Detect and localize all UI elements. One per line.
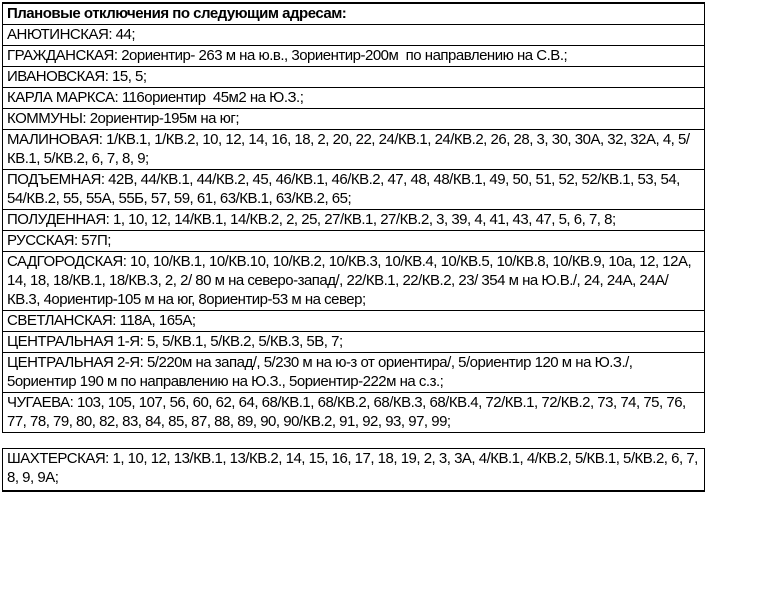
table-row [3,252,705,311]
address-cell: АНЮТИНСКАЯ: 44; [3,25,705,46]
table-header-cell: Плановые отключения по следующим адресам: [3,3,705,25]
detached-outages-table [2,448,705,492]
table-row [3,311,705,332]
address-cell: СВЕТЛАНСКАЯ: 118А, 165А; [3,311,705,332]
address-cell: ЧУГАЕВА: 103, 105, 107, 56, 60, 62, 64, 68/КВ.1, 68/КВ.2, 68/КВ.3, 68/КВ.4, 72/КВ.1, 72/КВ.2, 73, 74, 75, 76, 77, 78, 79, 80, 82, 83, 84, 85, 87, 88, 89, 90, 90/КВ.2, 91, 92, 93, 97, 99; [3,393,705,433]
table-row [3,25,705,46]
table-row [3,67,705,88]
outages-table [2,2,705,433]
address-cell: ПОЛУДЕННАЯ: 1, 10, 12, 14/КВ.1, 14/КВ.2, 2, 25, 27/КВ.1, 27/КВ.2, 3, 39, 4, 41, 43, 47, 5, 6, 7, 8; [3,210,705,231]
address-cell: ИВАНОВСКАЯ: 15, 5; [3,67,705,88]
address-cell: МАЛИНОВАЯ: 1/КВ.1, 1/КВ.2, 10, 12, 14, 16, 18, 2, 20, 22, 24/КВ.1, 24/КВ.2, 26, 28, 3, 30, 30А, 32, 32А, 4, 5/КВ.1, 5/КВ.2, 6, 7, 8, 9; [3,130,705,170]
address-cell: РУССКАЯ: 57П; [3,231,705,252]
table-row [3,109,705,130]
table-row [3,332,705,353]
address-cell: ШАХТЕРСКАЯ: 1, 10, 12, 13/КВ.1, 13/КВ.2, 14, 15, 16, 17, 18, 19, 2, 3, 3А, 4/КВ.1, 4/КВ.2, 5/КВ.1, 5/КВ.2, 6, 7, 8, 9, 9А; [3,449,705,492]
address-cell: КАРЛА МАРКСА: 116ориентир 45м2 на Ю.З.; [3,88,705,109]
table-row [3,393,705,433]
table-row [3,449,705,492]
table-row [3,130,705,170]
table-row [3,88,705,109]
address-cell: ЦЕНТРАЛЬНАЯ 1-Я: 5, 5/КВ.1, 5/КВ.2, 5/КВ.3, 5В, 7; [3,332,705,353]
address-cell: ПОДЪЕМНАЯ: 42В, 44/КВ.1, 44/КВ.2, 45, 46/КВ.1, 46/КВ.2, 47, 48, 48/КВ.1, 49, 50, 51, 52, 52/КВ.1, 53, 54, 54/КВ.2, 55, 55А, 55Б, 57, 59, 61, 63/КВ.1, 63/КВ.2, 65; [3,170,705,210]
detached-table-body [3,449,705,492]
outages-table-body [3,3,705,433]
page [0,2,768,616]
table-header-row [3,3,705,25]
table-row [3,170,705,210]
address-cell: ЦЕНТРАЛЬНАЯ 2-Я: 5/220м на запад/, 5/230 м на ю-з от ориентира/, 5/ориентир 120 м на Ю.З./, 5ориентир 190 м по направлению на Ю.З., 5ориентир-222м на с.з.; [3,353,705,393]
table-row [3,353,705,393]
address-cell: ГРАЖДАНСКАЯ: 2ориентир- 263 м на ю.в., 3ориентир-200м по направлению на С.В.; [3,46,705,67]
address-cell: КОММУНЫ: 2ориентир-195м на юг; [3,109,705,130]
table-row [3,210,705,231]
table-row [3,46,705,67]
address-cell: САДГОРОДСКАЯ: 10, 10/КВ.1, 10/КВ.10, 10/КВ.2, 10/КВ.3, 10/КВ.4, 10/КВ.5, 10/КВ.8, 10/КВ.9, 10а, 12, 12А, 14, 18, 18/КВ.1, 18/КВ.3, 2, 2/ 80 м на северо-запад/, 22/КВ.1, 22/КВ.2, 23/ 354 м на Ю.В./, 24, 24А, 24А/КВ.3, 4ориентир-105 м на юг, 8ориентир-53 м на север; [3,252,705,311]
table-row [3,231,705,252]
